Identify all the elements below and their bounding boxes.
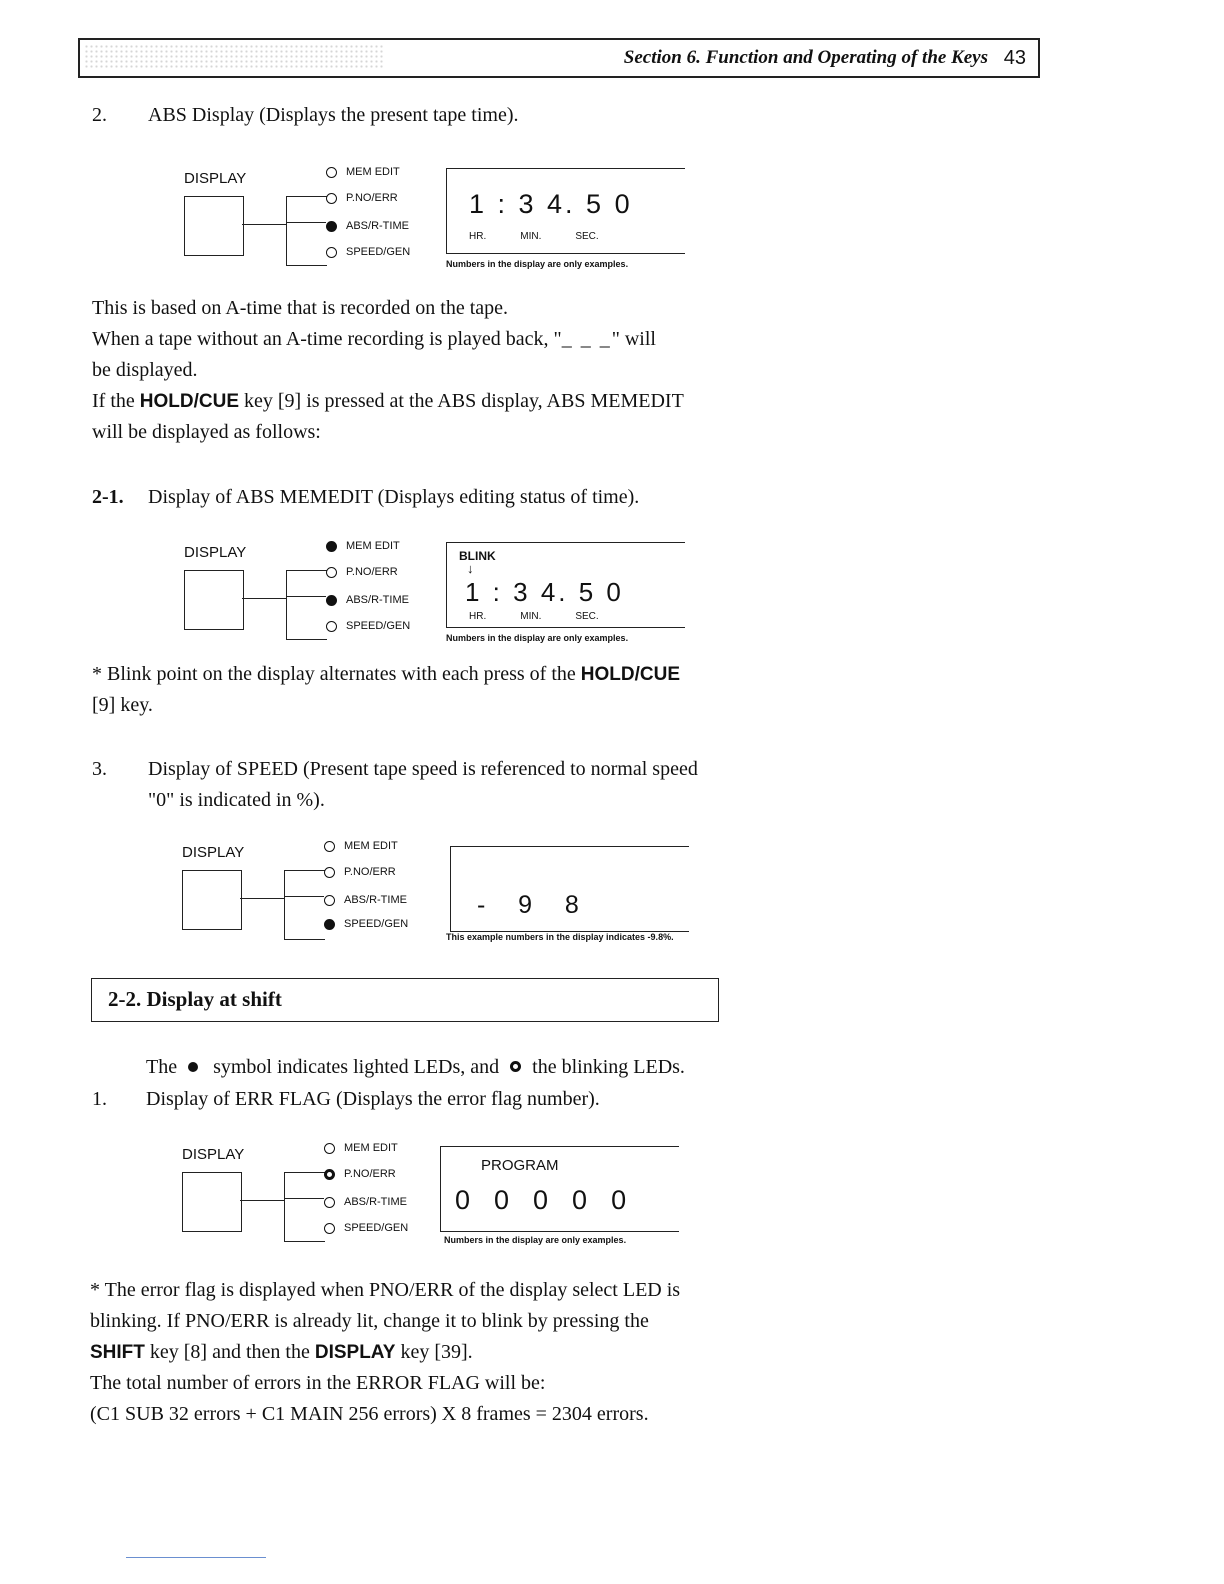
led-abs-rtime: ABS/R-TIME	[326, 216, 409, 236]
led-pno-err: P.NO/ERR	[326, 562, 398, 582]
speed-display-diagram	[174, 832, 734, 967]
led-off-icon	[324, 1223, 335, 1234]
item-title: ABS Display (Displays the present tape time).	[148, 104, 519, 126]
program-label: PROGRAM	[481, 1157, 559, 1174]
led-bracket	[284, 896, 324, 897]
item-title: Display of ABS MEMEDIT (Displays editing status of time).	[148, 486, 640, 508]
led-speed-gen: SPEED/GEN	[326, 242, 410, 262]
led-abs-rtime: ABS/R-TIME	[324, 1192, 407, 1212]
led-mem-edit: MEM EDIT	[326, 162, 400, 182]
lcd-value: 0 0 0 0 0	[455, 1185, 630, 1215]
led-abs-rtime: ABS/R-TIME	[326, 590, 409, 610]
display-key-icon	[184, 570, 244, 630]
item-title: Display of ERR FLAG (Displays the error flag number).	[146, 1088, 600, 1110]
led-mem-edit: MEM EDIT	[326, 536, 400, 556]
led-lit-icon	[326, 595, 337, 606]
led-off-icon	[326, 621, 337, 632]
blink-led-icon	[510, 1061, 521, 1072]
led-speed-gen: SPEED/GEN	[324, 1218, 408, 1238]
led-mem-edit: MEM EDIT	[324, 1138, 398, 1158]
section-heading: 2-2. Display at shift	[108, 987, 282, 1011]
led-bracket	[284, 1172, 325, 1242]
led-bracket	[286, 222, 326, 223]
led-pno-err: P.NO/ERR	[324, 862, 396, 882]
led-off-icon	[324, 895, 335, 906]
display-key-icon	[182, 870, 242, 930]
led-off-icon	[326, 167, 337, 178]
lcd-screen	[440, 1146, 679, 1232]
led-off-icon	[324, 1143, 335, 1154]
header-title: Section 6. Function and Operating of the Keys	[623, 47, 988, 68]
led-off-icon	[326, 193, 337, 204]
blink-label: BLINK	[459, 549, 496, 563]
diagram-caption: This example numbers in the display indicates -9.8%.	[446, 932, 674, 942]
led-mem-edit: MEM EDIT	[324, 836, 398, 856]
lcd-units: HR. MIN. SEC.	[469, 231, 599, 242]
led-bracket	[286, 596, 326, 597]
item-number: 3.	[92, 758, 107, 780]
abs-memedit-diagram	[176, 532, 736, 667]
led-bracket	[284, 870, 325, 940]
body-paragraph: This is based on A-time that is recorded on the tape. When a tape without an A-time recording is played back, "_ _ _" will be displayed. If the HOLD/CUE key [9] is pressed at the ABS display, ABS MEMEDIT will be displayed as follows:	[92, 297, 684, 443]
note-paragraph: * The error flag is displayed when PNO/ERR of the display select LED is blinking. If PNO/ERR is already lit, change it to blink by pressing the SHIFT key [8] and then the DISPLAY key [39]. The total number of errors in the ERROR FLAG will be: (C1 SUB 32 errors + C1 MAIN 256 errors) X 8 frames = 2304 errors.	[90, 1279, 681, 1425]
led-speed-gen: SPEED/GEN	[324, 914, 408, 934]
diagram-caption: Numbers in the display are only examples.	[446, 259, 629, 269]
connector-line	[240, 1200, 284, 1201]
display-key-icon	[184, 196, 244, 256]
abs-display-diagram	[176, 158, 736, 293]
header-pattern	[84, 44, 384, 70]
led-speed-gen: SPEED/GEN	[326, 616, 410, 636]
led-bracket	[286, 196, 327, 266]
page-number: 43	[1003, 47, 1026, 69]
led-off-icon	[324, 867, 335, 878]
display-label: DISPLAY	[182, 1146, 245, 1163]
display-label: DISPLAY	[182, 844, 245, 861]
note-paragraph: * Blink point on the display alternates with each press of the HOLD/CUE [9] key.	[92, 663, 681, 716]
item-number: 1.	[92, 1088, 107, 1110]
err-flag-diagram	[174, 1134, 734, 1269]
lit-led-icon	[188, 1062, 198, 1072]
led-pno-err: P.NO/ERR	[324, 1164, 396, 1184]
led-off-icon	[326, 247, 337, 258]
connector-line	[242, 598, 286, 599]
led-lit-icon	[326, 541, 337, 552]
connector-line	[242, 224, 286, 225]
page-header	[78, 38, 1040, 78]
legend-line: The symbol indicates lighted LEDs, and the blinking LEDs.	[146, 1056, 685, 1078]
connector-line	[240, 898, 284, 899]
footer-rule	[126, 1557, 266, 1558]
display-label: DISPLAY	[184, 544, 247, 561]
lcd-value: - 9 8	[477, 891, 582, 919]
item-number: 2-1.	[92, 486, 124, 508]
item-title: Display of SPEED (Present tape speed is referenced to normal speed "0" is indicated in %).	[148, 758, 698, 811]
led-abs-rtime: ABS/R-TIME	[324, 890, 407, 910]
lcd-screen	[446, 542, 685, 628]
diagram-caption: Numbers in the display are only examples.	[446, 633, 629, 643]
lcd-units: HR. MIN. SEC.	[469, 611, 599, 622]
led-bracket	[284, 1198, 324, 1199]
led-bracket	[286, 570, 327, 640]
lcd-screen	[446, 168, 685, 254]
diagram-caption: Numbers in the display are only examples.	[444, 1235, 627, 1245]
section-heading-box	[91, 978, 719, 1022]
lcd-value: 1 : 3 4. 5 0	[465, 577, 624, 607]
led-lit-icon	[326, 221, 337, 232]
led-lit-icon	[324, 919, 335, 930]
display-key-icon	[182, 1172, 242, 1232]
lcd-value: 1 : 3 4. 5 0	[469, 189, 633, 219]
display-label: DISPLAY	[184, 170, 247, 187]
led-off-icon	[324, 1197, 335, 1208]
item-number: 2.	[92, 104, 107, 126]
led-pno-err: P.NO/ERR	[326, 188, 398, 208]
led-off-icon	[326, 567, 337, 578]
led-blink-icon	[324, 1169, 335, 1180]
lcd-screen	[450, 846, 689, 932]
arrow-down-icon: ↓	[467, 561, 474, 576]
led-off-icon	[324, 841, 335, 852]
